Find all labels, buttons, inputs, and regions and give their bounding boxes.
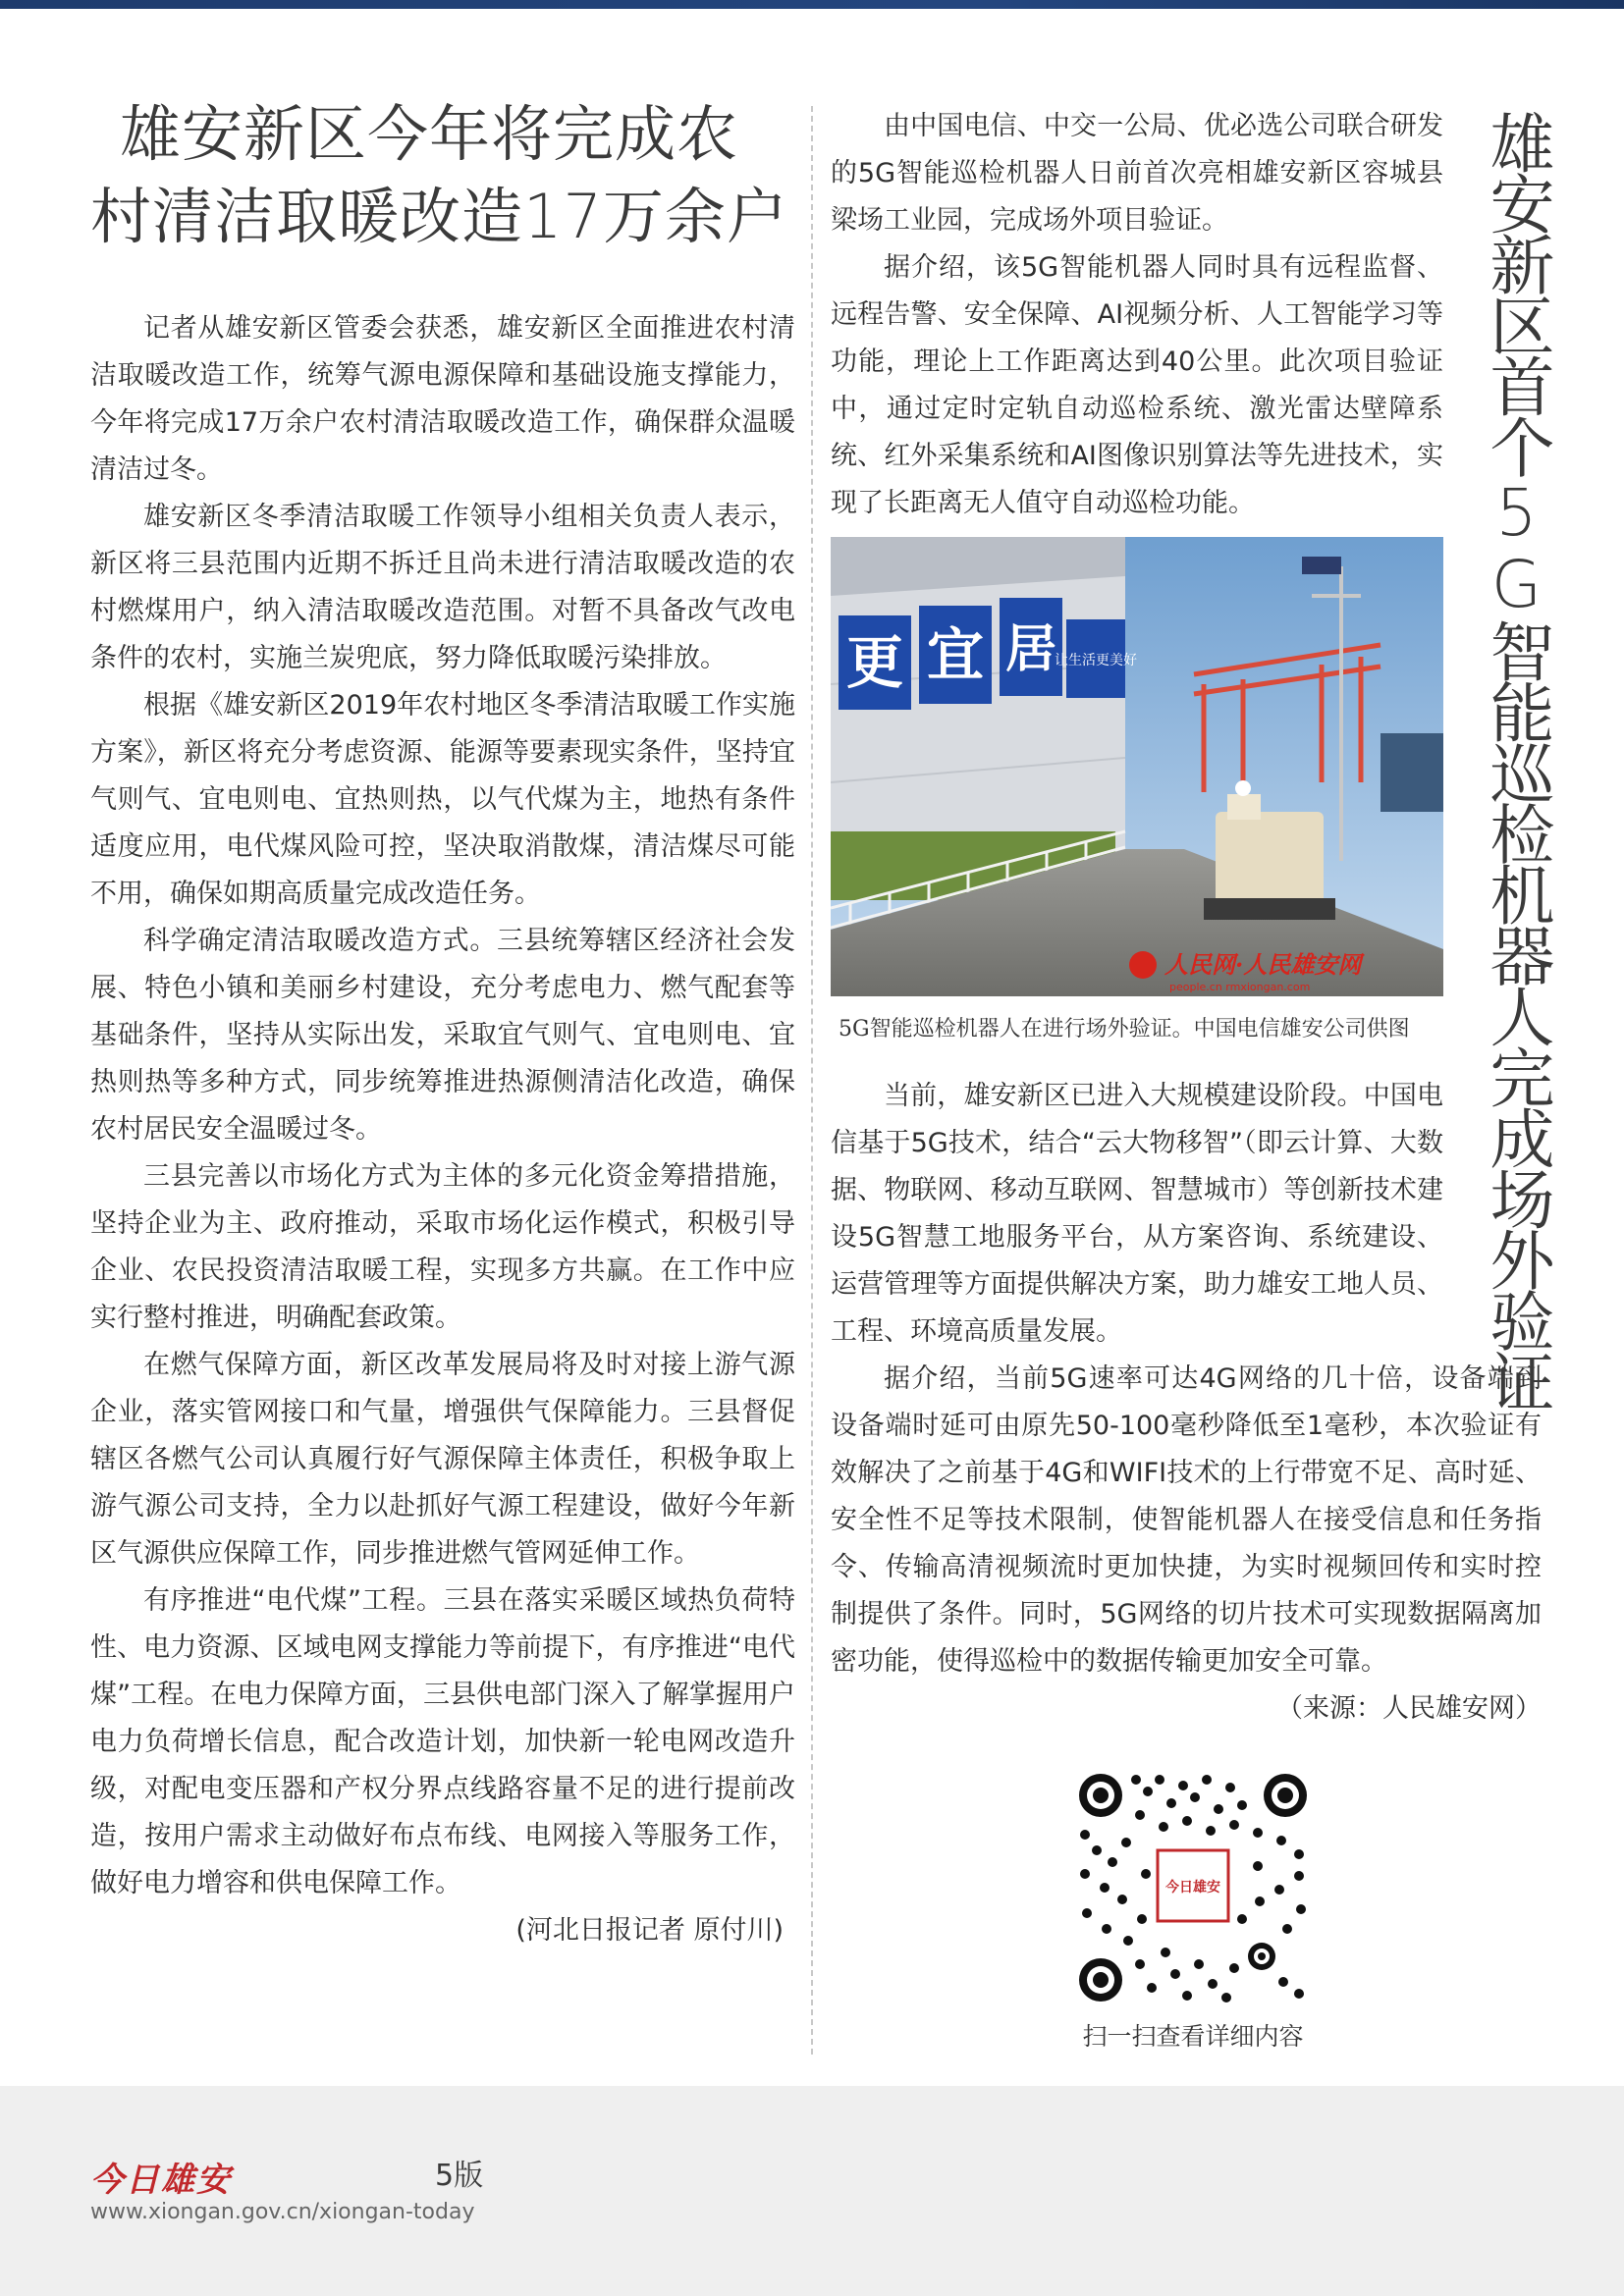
- title-line-1: 雄安新区今年将完成农: [120, 98, 739, 170]
- qr-center-label: 今日雄安: [1165, 1880, 1220, 1896]
- sign-char: 宜: [926, 621, 985, 688]
- left-article-title: [90, 93, 795, 258]
- robot-photo-illustration: [831, 537, 1443, 996]
- byline: (河北日报记者 原付川): [515, 1915, 784, 1946]
- sign-char: 更: [845, 629, 904, 696]
- paragraph: 三县完善以市场化方式为主体的多元化资金筹措措施，坚持企业为主、政府推动，采取市场化运作模式，积极引导企业、农民投资清洁取暖工程，实现多方共赢。在工作中应实行整村推进，明确配套政策。: [90, 1161, 795, 1333]
- qr-code-graphic: [1077, 1772, 1309, 2003]
- top-accent-bar: [0, 0, 1624, 9]
- footer-logo: 今日雄安: [90, 2161, 232, 2200]
- right-article-title: 雄安新区首个5G智能巡检机器人完成场外验证: [1479, 110, 1554, 1410]
- left-article-body: [90, 305, 795, 1954]
- paragraph: 当前，雄安新区已进入大规模建设阶段。中国电信基于5G技术，结合“云大物移智”（即云计算、大数据、物联网、移动互联网、智慧城市）等创新技术建设5G智慧工地服务平台，从方案咨询、系统建设、运营管理等方面提供解决方案，助力雄安工地人员、工程、环境高质量发展。: [831, 1081, 1443, 1347]
- page-footer: [0, 2086, 1624, 2296]
- source-credit: （来源：人民雄安网）: [1276, 1693, 1542, 1724]
- paragraph: 在燃气保障方面，新区改革发展局将及时对接上游气源企业，落实管网接口和气量，增强供气保障能力。三县督促辖区各燃气公司认真履行好气源保障主体责任，积极争取上游气源公司支持，全力以赴抓好气源工程建设，做好今年新区气源供应保障工作，同步推进燃气管网延伸工作。: [90, 1350, 795, 1569]
- watermark-main: 人民网·人民雄安网: [1164, 950, 1362, 979]
- column-divider: [811, 106, 813, 2055]
- sign-char: 居: [1004, 620, 1057, 679]
- paragraph: 科学确定清洁取暖改造方式。三县统筹辖区经济社会发展、特色小镇和美丽乡村建设，充分考虑电力、燃气配套等基础条件，坚持从实际出发，采取宜气则气、宜电则电、宜热则热等多种方式，同步统筹推进热源侧清洁化改造，确保农村居民安全温暖过冬。: [90, 926, 795, 1145]
- paragraph: 记者从雄安新区管委会获悉，雄安新区全面推进农村清洁取暖改造工作，统筹气源电源保障和基础设施支撑能力，今年将完成17万余户农村清洁取暖改造工作，确保群众温暖清洁过冬。: [90, 313, 795, 485]
- paragraph: 据介绍，当前5G速率可达4G网络的几十倍，设备端到设备端时延可由原先50-100毫秒降低至1毫秒，本次验证有效解决了之前基于4G和WIFI技术的上行带宽不足、高时延、安全性不足等技术限制，使智能机器人在接受信息和任务指令、传输高清视频流时更加快捷，为实时视频回传和实时控制提供了条件。同时，5G网络的切片技术可实现数据隔离加密功能，使得巡检中的数据传输更加安全可靠。: [831, 1363, 1542, 1677]
- paragraph: 据介绍，该5G智能机器人同时具有远程监督、远程告警、安全保障、AI视频分析、人工智能学习等功能，理论上工作距离达到40公里。此次项目验证中，通过定时定轨自动巡检系统、激光雷达壁障系统、红外采集系统和AI图像识别算法等先进技术，实现了长距离无人值守自动巡检功能。: [831, 252, 1443, 518]
- banner-text: 让生活更美好: [1055, 653, 1137, 668]
- paragraph: 根据《雄安新区2019年农村地区冬季清洁取暖工作实施方案》，新区将充分考虑资源、能源等要素现实条件，坚持宜气则气、宜电则电、宜热则热，以气代煤为主，地热有条件适度应用，电代煤风险可控，坚决取消散煤，清洁煤尽可能不用，确保如期高质量完成改造任务。: [90, 690, 795, 909]
- right-article-lower: [831, 1073, 1542, 1733]
- watermark-sub: people.cn rmxiongan.com: [1169, 981, 1311, 993]
- right-article: [831, 103, 1443, 1049]
- qr-block: [1051, 1772, 1335, 2053]
- page-number: 5版: [435, 2159, 484, 2193]
- qr-code[interactable]: [1077, 1772, 1309, 2003]
- title-line-2: 村清洁取暖改造17万余户: [90, 181, 788, 252]
- paragraph: 有序推进“电代煤”工程。三县在落实采暖区域热负荷特性、电力资源、区域电网支撑能力等前提下，有序推进“电代煤”工程。在电力保障方面，三县供电部门深入了解掌握用户电力负荷增长信息，配合改造计划，加快新一轮电网改造升级，对配电变压器和产权分界点线路容量不足的进行提前改造，按用户需求主动做好布点布线、电网接入等服务工作，做好电力增容和供电保障工作。: [90, 1585, 795, 1898]
- qr-caption: 扫一扫查看详细内容: [1082, 2022, 1304, 2051]
- left-article: [90, 93, 795, 1954]
- footer-url[interactable]: www.xiongan.gov.cn/xiongan-today: [90, 2200, 475, 2224]
- paragraph: 由中国电信、中交一公局、优必选公司联合研发的5G智能巡检机器人日前首次亮相雄安新区容城县梁场工业园，完成场外项目验证。: [831, 111, 1443, 236]
- photo-caption: 5G智能巡检机器人在进行场外验证。中国电信雄安公司供图: [839, 1017, 1410, 1041]
- robot-photo: [831, 537, 1443, 996]
- paragraph: 雄安新区冬季清洁取暖工作领导小组相关负责人表示，新区将三县范围内近期不拆迁且尚未进行清洁取暖改造的农村燃煤用户，纳入清洁取暖改造范围。对暂不具备改气改电条件的农村，实施兰炭兜底，努力降低取暖污染排放。: [90, 502, 795, 673]
